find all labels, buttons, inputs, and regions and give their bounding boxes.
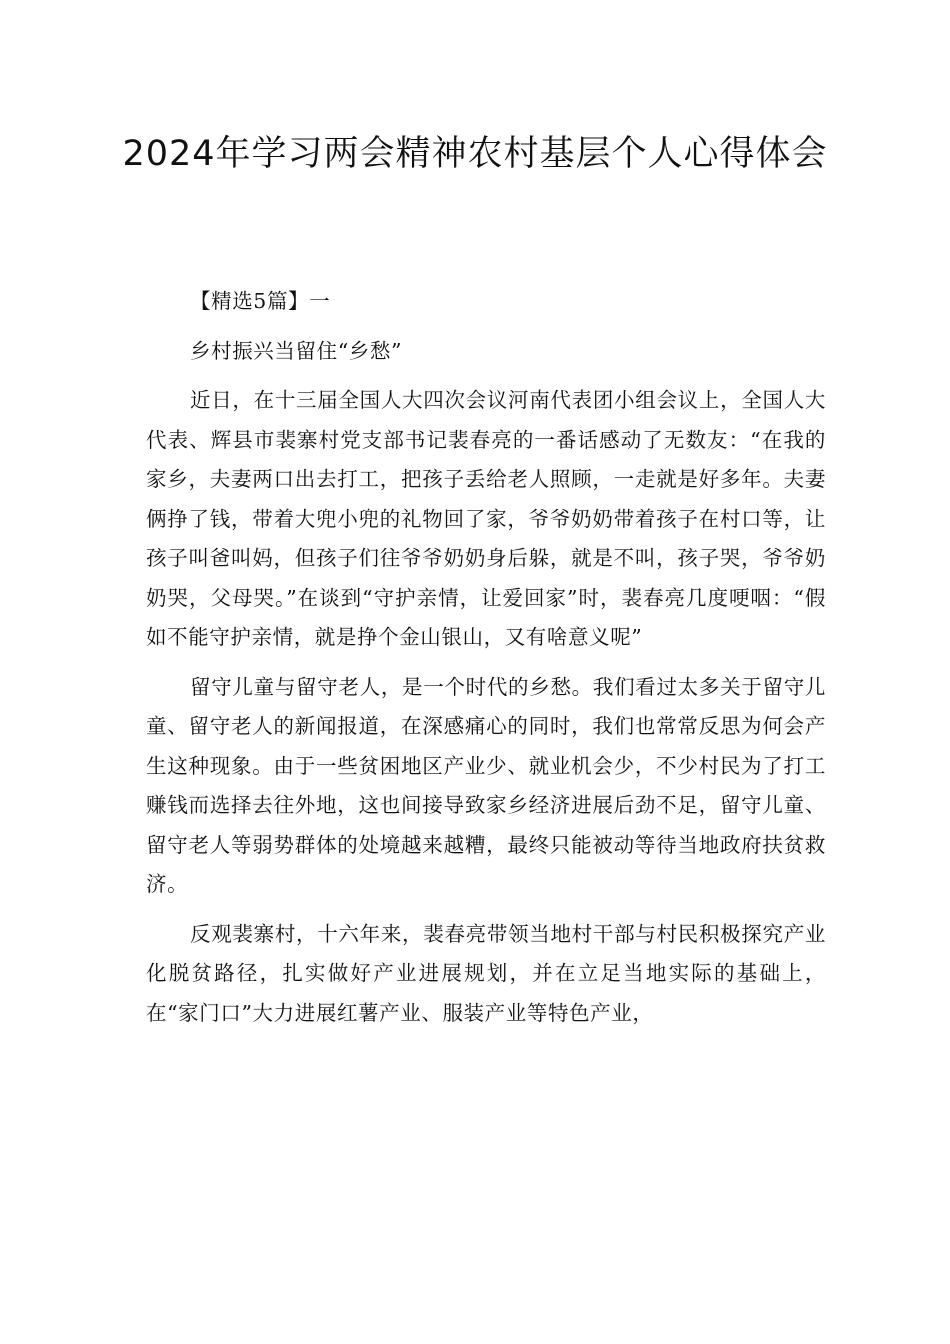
document-title: 2024年学习两会精神农村基层个人心得体会 [122,134,828,174]
body-paragraph: 近日，在十三届全国人大四次会议河南代表团小组会议上，全国人大代表、辉县市裴寨村党支部书记裴春亮的一番话感动了无数友：“在我的家乡，夫妻两口出去打工，把孩子丢给老人照顾，一走就是好多年。夫妻俩挣了钱，带着大兜小兜的礼物回了家，爷爷奶奶带着孩子在村口等，让孩子叫爸叫妈，但孩子们往爷爷奶奶身后躲，就是不叫，孩子哭，爷爷奶奶哭，父母哭。”在谈到“守护亲情，让爱回家”时，裴春亮几度哽咽：“假如不能守护亲情，就是挣个金山银山，又有啥意义呢” [146,388,826,649]
body-paragraph: 反观裴寨村，十六年来，裴春亮带领当地村干部与村民积极探究产业化脱贫路径，扎实做好产业进展规划，并在立足当地实际的基础上，在“家门口”大力进展红薯产业、服装产业等特色产业， [146,921,826,1025]
article-subtitle: 乡村振兴当留住“乡愁” [190,338,403,363]
section-heading: 【精选5篇】一 [190,289,331,313]
document-body [146,282,826,1043]
body-paragraph: 留守儿童与留守老人，是一个时代的乡愁。我们看过太多关于留守儿童、留守老人的新闻报道，在深感痛心的同时，我们也常常反思为何会产生这种现象。由于一些贫困地区产业少、就业机会少，不少村民为了打工赚钱而选择去往外地，这也间接导致家乡经济进展后劲不足，留守儿童、留守老人等弱势群体的处境越来越糟，最终只能被动等待当地政府扶贫救济。 [146,674,826,896]
